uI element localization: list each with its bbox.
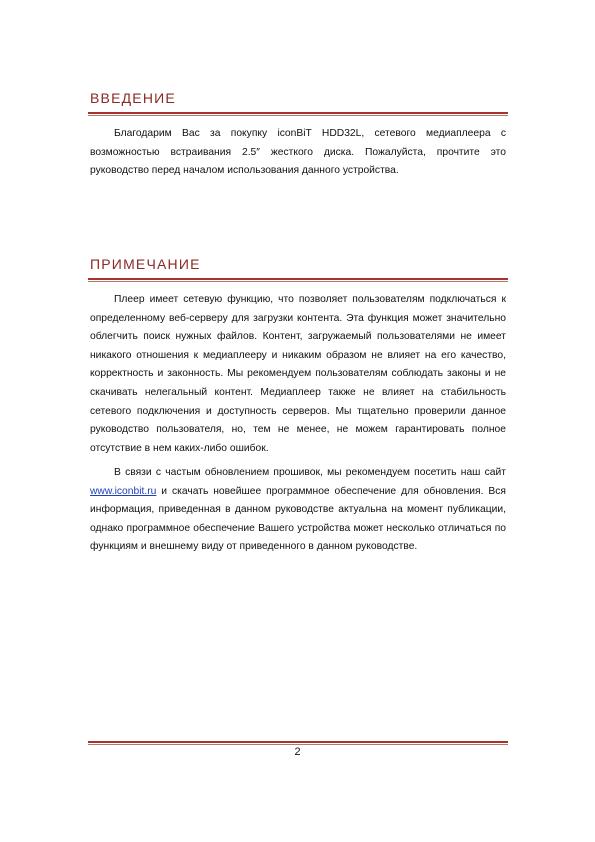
intro-heading: ВВЕДЕНИЕ [90, 90, 176, 106]
iconbit-website-link[interactable]: www.iconbit.ru [90, 485, 157, 497]
note-paragraph-2-end: и скачать новейшее программное обеспечение для обновления. Вся информация, приведенная в данном руководстве актуальна на момент публикации, однако программное обеспечение Вашего устройства может несколько отличаться по функциям и внешнему виду от приведенного в данном руководстве. [90, 485, 506, 553]
note-paragraph-1: Плеер имеет сетевую функцию, что позволяет пользователям подключаться к определенному веб-серверу для загрузки контента. Эта функция может значительно облегчить поиск нужных файлов. Контент, загружаемый пользователями не имеет никакого отношения к медиаплееру и никаким образом не влияет на его качество, корректность и законность. Мы рекомендуем пользователям соблюдать законы и не скачивать нелегальный контент. Медиаплеер также не влияет на стабильность сетевого подключения и доступность серверов. Мы тщательно проверили данное руководство пользователя, но, тем не менее, не можем гарантировать полное отсутствие в нем каких-либо ошибок. [90, 294, 506, 454]
intro-heading-rule [88, 112, 508, 116]
page-number: 2 [294, 746, 301, 758]
note-paragraph-2-start: В связи с частым обновлением прошивок, мы рекомендуем посетить наш сайт [114, 467, 506, 478]
intro-paragraph: Благодарим Вас за покупку iconBiT HDD32L, сетевого медиаплеера с возможностью встраивания 2.5″ жесткого диска. Пожалуйста, прочтите это руководство перед началом использования данного устройства. [90, 128, 506, 177]
note-heading: ПРИМЕЧАНИЕ [90, 256, 201, 272]
footer-rule [88, 741, 508, 745]
note-paragraph-2 [90, 464, 506, 557]
note-heading-rule [88, 278, 508, 282]
